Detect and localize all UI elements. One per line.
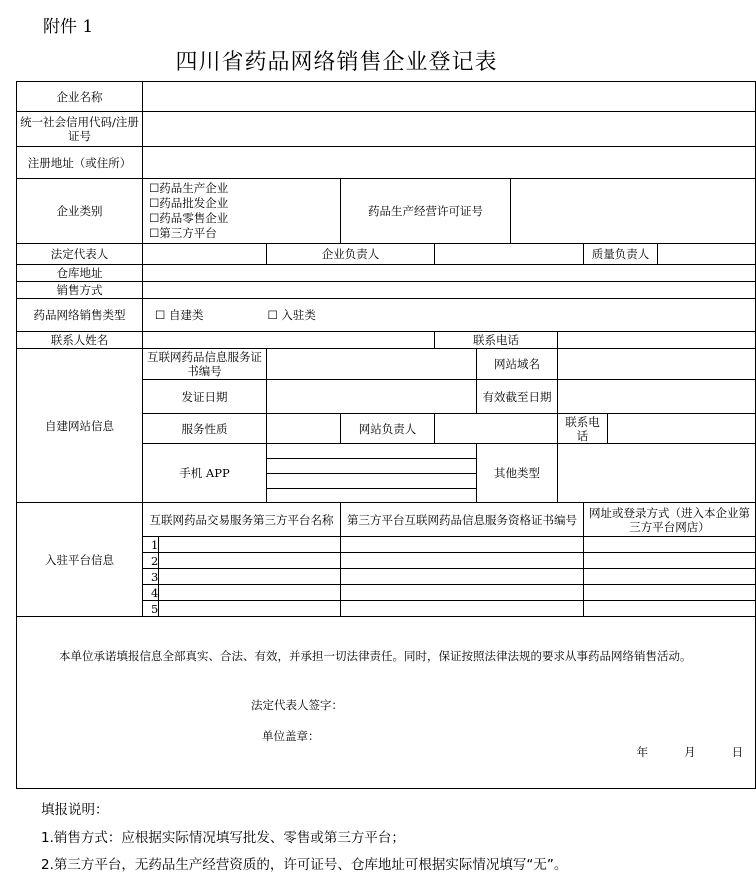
year-label: 年 — [636, 745, 649, 759]
category-options[interactable] — [143, 179, 341, 244]
platform-row-number: 3 — [143, 569, 159, 585]
platform-row-number: 1 — [143, 537, 159, 553]
quality-head-label: 质量负责人 — [584, 244, 658, 265]
other-type-label: 其他类型 — [477, 444, 558, 503]
company-head-field[interactable] — [435, 244, 584, 265]
contact-phone-label: 联系电话 — [435, 332, 558, 349]
issue-date-label: 发证日期 — [143, 380, 267, 414]
platform-url-cell[interactable] — [584, 553, 756, 569]
app-field-4[interactable] — [267, 489, 476, 502]
form-title: 四川省药品网络销售企业登记表 — [175, 50, 498, 75]
notes-heading: 填报说明： — [41, 802, 109, 818]
platform-row-number: 2 — [143, 553, 159, 569]
valid-until-label: 有效截至日期 — [477, 380, 558, 414]
day-label: 日 — [731, 745, 744, 759]
platform-cert-cell[interactable] — [341, 601, 584, 617]
registration-form-table — [16, 81, 756, 789]
site-head-field[interactable] — [435, 414, 558, 444]
company-name-label: 企业名称 — [17, 82, 143, 112]
issue-date-field[interactable] — [267, 380, 477, 414]
site-phone-label: 联系电话 — [558, 414, 608, 444]
contact-phone-field[interactable] — [558, 332, 756, 349]
valid-until-field[interactable] — [558, 380, 756, 414]
platform-cert-cell[interactable] — [341, 585, 584, 601]
cert-no-label: 互联网药品信息服务证书编号 — [143, 349, 267, 380]
sales-type-hosted-checkbox[interactable]: ☐ 入驻类 — [267, 308, 316, 322]
platform-row-number: 4 — [143, 585, 159, 601]
platform-info-label: 入驻平台信息 — [17, 503, 143, 617]
sales-method-label: 销售方式 — [17, 282, 143, 299]
pledge-text: 本单位承诺填报信息全部真实、合法、有效，并承担一切法律责任。同时，保证按照法律法规的要求从事药品网络销售活动。 — [59, 649, 692, 663]
platform-header-cert: 第三方平台互联网药品信息服务资格证书编号 — [341, 503, 584, 537]
platform-header-url: 网址或登录方式（进入本企业第三方平台网店） — [584, 503, 756, 537]
seal-label: 单位盖章： — [262, 729, 320, 743]
service-nature-field[interactable] — [267, 414, 341, 444]
note-item-2: 2.第三方平台，无药品生产经营资质的，许可证号、仓库地址可根据实际情况填写“无”。 — [41, 857, 568, 873]
company-name-field[interactable] — [143, 82, 756, 112]
app-fields[interactable] — [267, 444, 477, 503]
category-option-wholesale[interactable]: ☐药品批发企业 — [149, 196, 229, 210]
app-label: 手机 APP — [143, 444, 267, 503]
other-type-field[interactable] — [558, 444, 756, 503]
platform-name-cell[interactable] — [159, 537, 341, 553]
license-field[interactable] — [511, 179, 756, 244]
sales-method-field[interactable] — [143, 282, 756, 299]
category-option-manufacturer[interactable]: ☐药品生产企业 — [149, 181, 229, 195]
platform-url-cell[interactable] — [584, 585, 756, 601]
contact-name-label: 联系人姓名 — [17, 332, 143, 349]
quality-head-field[interactable] — [658, 244, 756, 265]
domain-field[interactable] — [558, 349, 756, 380]
platform-name-cell[interactable] — [159, 553, 341, 569]
legal-rep-label: 法定代表人 — [17, 244, 143, 265]
app-field-1[interactable] — [267, 444, 476, 459]
domain-label: 网站域名 — [477, 349, 558, 380]
self-built-info-label: 自建网站信息 — [17, 349, 143, 503]
platform-name-cell[interactable] — [159, 569, 341, 585]
note-item-1: 1.销售方式：应根据实际情况填写批发、零售或第三方平台； — [41, 830, 405, 846]
warehouse-label: 仓库地址 — [17, 265, 143, 282]
attachment-label: 附件 1 — [43, 17, 94, 37]
credit-code-field[interactable] — [143, 112, 756, 147]
sales-type-options[interactable] — [143, 299, 756, 332]
company-head-label: 企业负责人 — [267, 244, 435, 265]
month-label: 月 — [684, 745, 696, 759]
platform-cert-cell[interactable] — [341, 553, 584, 569]
platform-cert-cell[interactable] — [341, 537, 584, 553]
date-line — [601, 745, 744, 759]
signature-label: 法定代表人签字： — [251, 698, 343, 712]
warehouse-field[interactable] — [143, 265, 756, 282]
address-field[interactable] — [143, 147, 756, 179]
credit-code-label: 统一社会信用代码/注册证号 — [17, 112, 143, 147]
cert-no-field[interactable] — [267, 349, 477, 380]
platform-name-cell[interactable] — [159, 585, 341, 601]
platform-url-cell[interactable] — [584, 537, 756, 553]
site-head-label: 网站负责人 — [341, 414, 435, 444]
pledge-section — [17, 617, 756, 789]
platform-name-cell[interactable] — [159, 601, 341, 617]
legal-rep-field[interactable] — [143, 244, 267, 265]
contact-name-field[interactable] — [143, 332, 435, 349]
app-field-2[interactable] — [267, 459, 476, 474]
platform-cert-cell[interactable] — [341, 569, 584, 585]
category-option-retail[interactable]: ☐药品零售企业 — [149, 211, 229, 225]
platform-header-name: 互联网药品交易服务第三方平台名称 — [143, 503, 341, 537]
category-option-platform[interactable]: ☐第三方平台 — [149, 226, 217, 240]
category-label: 企业类别 — [17, 179, 143, 244]
service-nature-label: 服务性质 — [143, 414, 267, 444]
platform-url-cell[interactable] — [584, 569, 756, 585]
app-field-3[interactable] — [267, 474, 476, 489]
license-label: 药品生产经营许可证号 — [341, 179, 511, 244]
sales-type-self-built-checkbox[interactable]: ☐ 自建类 — [155, 308, 204, 322]
site-phone-field[interactable] — [608, 414, 756, 444]
address-label: 注册地址（或住所） — [17, 147, 143, 179]
sales-type-label: 药品网络销售类型 — [17, 299, 143, 332]
platform-url-cell[interactable] — [584, 601, 756, 617]
platform-row-number: 5 — [143, 601, 159, 617]
